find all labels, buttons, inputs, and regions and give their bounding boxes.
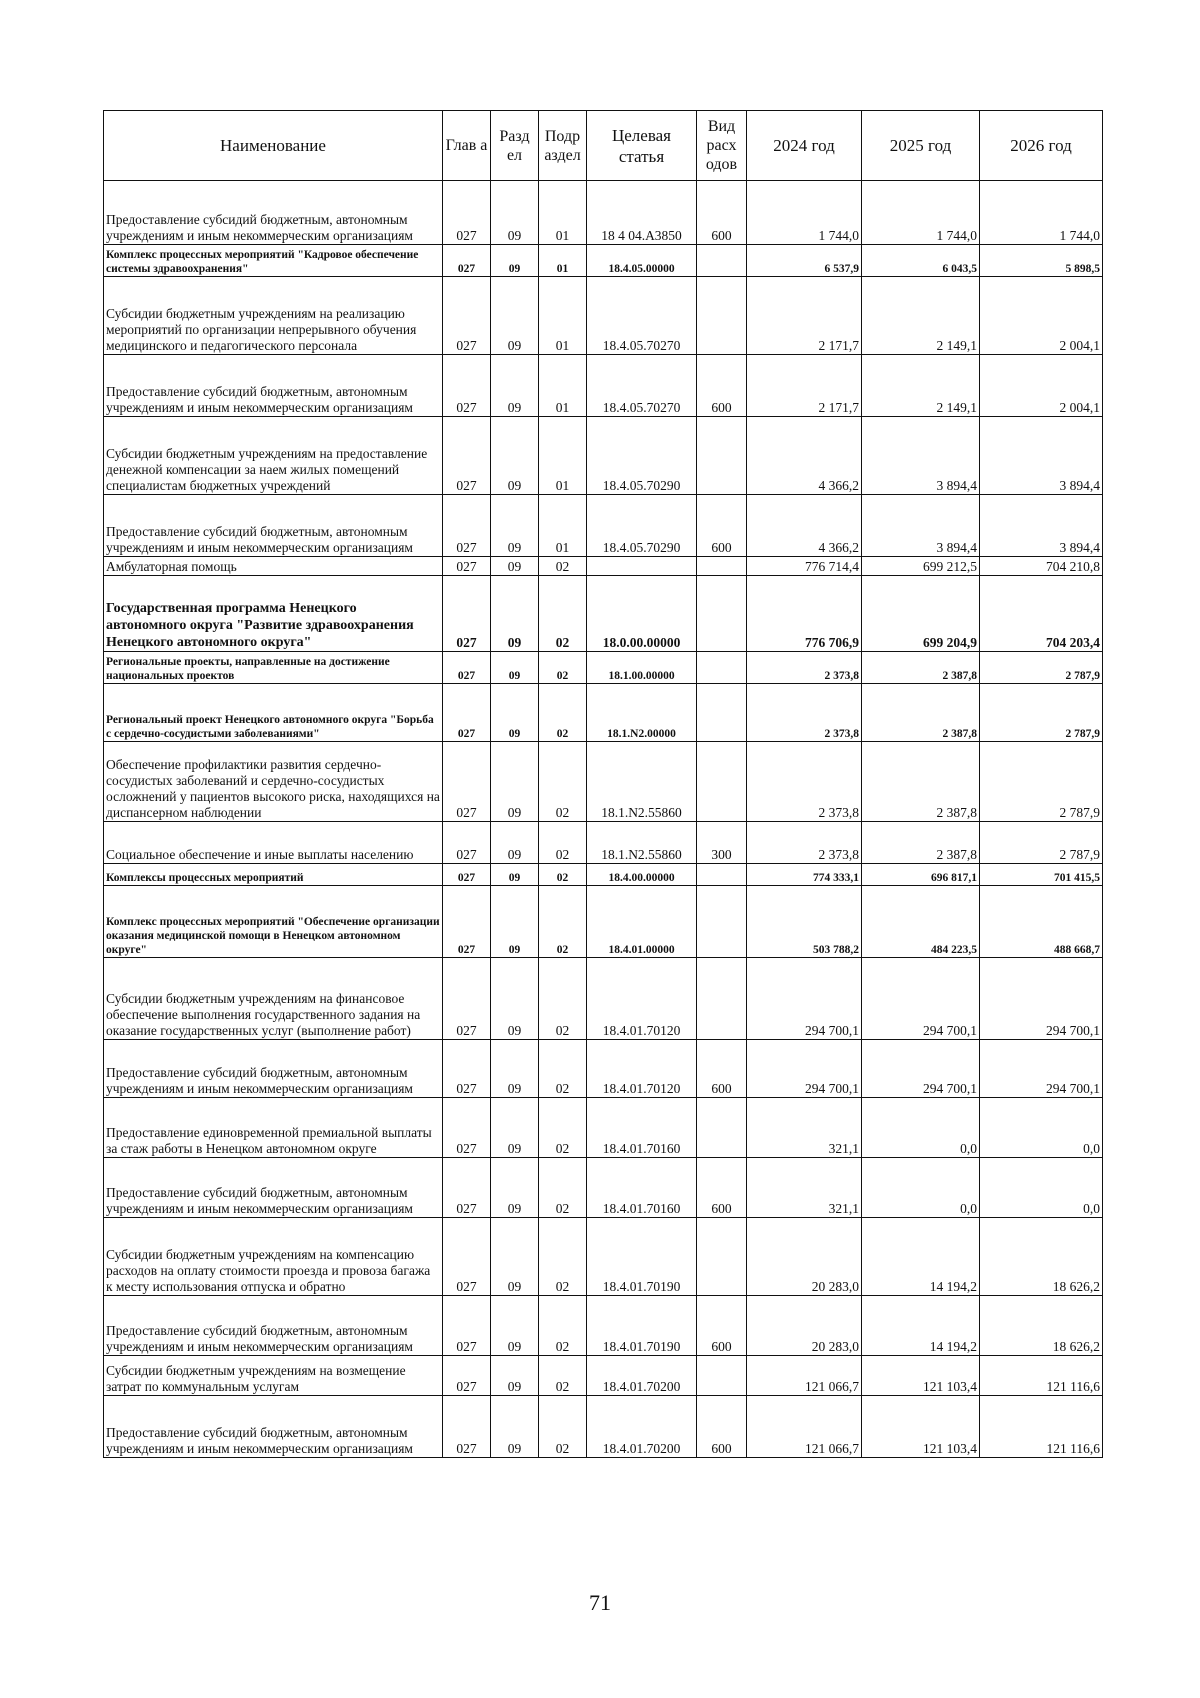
row-glava: 027 bbox=[443, 958, 491, 1040]
row-value-2025: 696 817,1 bbox=[862, 864, 980, 886]
row-podrazdel: 01 bbox=[539, 495, 587, 557]
row-razdel: 09 bbox=[491, 417, 539, 495]
header-2025: 2025 год bbox=[862, 111, 980, 181]
row-value-2024: 121 066,7 bbox=[747, 1356, 862, 1396]
row-razdel: 09 bbox=[491, 1218, 539, 1296]
row-vid bbox=[697, 742, 747, 822]
row-value-2024: 774 333,1 bbox=[747, 864, 862, 886]
header-vid: Вид расх одов bbox=[697, 111, 747, 181]
row-name: Предоставление субсидий бюджетным, автономным учреждениям и иным некоммерческим организациям bbox=[104, 1296, 443, 1356]
table-row bbox=[104, 958, 1103, 1040]
table-row bbox=[104, 1040, 1103, 1098]
row-glava: 027 bbox=[443, 864, 491, 886]
table-row bbox=[104, 886, 1103, 958]
row-glava: 027 bbox=[443, 181, 491, 245]
row-glava: 027 bbox=[443, 1098, 491, 1158]
table-row bbox=[104, 822, 1103, 864]
row-value-2026: 704 210,8 bbox=[980, 557, 1103, 576]
row-podrazdel: 02 bbox=[539, 1296, 587, 1356]
row-value-2024: 2 171,7 bbox=[747, 277, 862, 355]
row-value-2025: 2 387,8 bbox=[862, 684, 980, 742]
row-celevaya: 18 4 04.А3850 bbox=[587, 181, 697, 245]
row-podrazdel: 02 bbox=[539, 684, 587, 742]
row-razdel: 09 bbox=[491, 742, 539, 822]
row-vid: 600 bbox=[697, 355, 747, 417]
table-row bbox=[104, 684, 1103, 742]
row-vid bbox=[697, 958, 747, 1040]
row-vid bbox=[697, 652, 747, 684]
row-celevaya: 18.4.01.70190 bbox=[587, 1218, 697, 1296]
row-podrazdel: 02 bbox=[539, 742, 587, 822]
table-row bbox=[104, 1158, 1103, 1218]
row-podrazdel: 02 bbox=[539, 1396, 587, 1458]
row-celevaya bbox=[587, 557, 697, 576]
table-row bbox=[104, 864, 1103, 886]
table-row bbox=[104, 1356, 1103, 1396]
row-vid bbox=[697, 1356, 747, 1396]
row-glava: 027 bbox=[443, 277, 491, 355]
row-vid bbox=[697, 684, 747, 742]
row-value-2026: 3 894,4 bbox=[980, 495, 1103, 557]
row-value-2025: 294 700,1 bbox=[862, 958, 980, 1040]
row-value-2025: 121 103,4 bbox=[862, 1396, 980, 1458]
row-celevaya: 18.1.00.00000 bbox=[587, 652, 697, 684]
table-row bbox=[104, 417, 1103, 495]
row-podrazdel: 02 bbox=[539, 1356, 587, 1396]
row-value-2024: 776 706,9 bbox=[747, 576, 862, 652]
row-podrazdel: 02 bbox=[539, 864, 587, 886]
table-row bbox=[104, 1098, 1103, 1158]
row-value-2024: 2 373,8 bbox=[747, 742, 862, 822]
row-celevaya: 18.4.05.00000 bbox=[587, 245, 697, 277]
row-razdel: 09 bbox=[491, 576, 539, 652]
row-razdel: 09 bbox=[491, 1296, 539, 1356]
header-glava: Глав а bbox=[443, 111, 491, 181]
row-value-2026: 121 116,6 bbox=[980, 1396, 1103, 1458]
row-name: Субсидии бюджетным учреждениям на реализацию мероприятий по организации непрерывного обучения медицинского и педагогического персонала bbox=[104, 277, 443, 355]
row-podrazdel: 01 bbox=[539, 181, 587, 245]
header-name: Наименование bbox=[104, 111, 443, 181]
row-glava: 027 bbox=[443, 417, 491, 495]
row-value-2025: 294 700,1 bbox=[862, 1040, 980, 1098]
row-value-2025: 1 744,0 bbox=[862, 181, 980, 245]
table-row bbox=[104, 1296, 1103, 1356]
row-value-2026: 1 744,0 bbox=[980, 181, 1103, 245]
row-razdel: 09 bbox=[491, 886, 539, 958]
row-celevaya: 18.0.00.00000 bbox=[587, 576, 697, 652]
row-podrazdel: 02 bbox=[539, 886, 587, 958]
row-celevaya: 18.1.N2.55860 bbox=[587, 742, 697, 822]
row-value-2026: 2 787,9 bbox=[980, 742, 1103, 822]
row-value-2024: 121 066,7 bbox=[747, 1396, 862, 1458]
row-razdel: 09 bbox=[491, 958, 539, 1040]
row-value-2026: 704 203,4 bbox=[980, 576, 1103, 652]
row-name: Предоставление единовременной премиальной выплаты за стаж работы в Ненецком автономном округе bbox=[104, 1098, 443, 1158]
row-value-2025: 2 387,8 bbox=[862, 652, 980, 684]
row-value-2024: 294 700,1 bbox=[747, 1040, 862, 1098]
row-value-2026: 18 626,2 bbox=[980, 1218, 1103, 1296]
row-podrazdel: 02 bbox=[539, 1218, 587, 1296]
row-razdel: 09 bbox=[491, 495, 539, 557]
header-celevaya: Целевая статья bbox=[587, 111, 697, 181]
row-glava: 027 bbox=[443, 684, 491, 742]
row-name: Предоставление субсидий бюджетным, автономным учреждениям и иным некоммерческим организациям bbox=[104, 1158, 443, 1218]
header-2024: 2024 год bbox=[747, 111, 862, 181]
row-glava: 027 bbox=[443, 822, 491, 864]
table-row bbox=[104, 355, 1103, 417]
row-vid bbox=[697, 864, 747, 886]
row-value-2025: 3 894,4 bbox=[862, 495, 980, 557]
row-value-2025: 2 387,8 bbox=[862, 742, 980, 822]
row-name: Комплексы процессных мероприятий bbox=[104, 864, 443, 886]
row-glava: 027 bbox=[443, 1356, 491, 1396]
row-celevaya: 18.4.01.70160 bbox=[587, 1098, 697, 1158]
row-celevaya: 18.4.01.70160 bbox=[587, 1158, 697, 1218]
row-value-2025: 484 223,5 bbox=[862, 886, 980, 958]
row-name: Амбулаторная помощь bbox=[104, 557, 443, 576]
row-name: Комплекс процессных мероприятий "Кадровое обеспечение системы здравоохранения" bbox=[104, 245, 443, 277]
row-celevaya: 18.4.05.70290 bbox=[587, 495, 697, 557]
row-celevaya: 18.4.05.70290 bbox=[587, 417, 697, 495]
row-name: Обеспечение профилактики развития сердечно-сосудистых заболеваний и сердечно-сосудистых осложнений у пациентов высокого риска, находящихся на диспансерном наблюдении bbox=[104, 742, 443, 822]
row-vid: 600 bbox=[697, 181, 747, 245]
row-razdel: 09 bbox=[491, 355, 539, 417]
row-glava: 027 bbox=[443, 742, 491, 822]
row-glava: 027 bbox=[443, 1396, 491, 1458]
row-podrazdel: 02 bbox=[539, 1098, 587, 1158]
row-value-2024: 776 714,4 bbox=[747, 557, 862, 576]
header-2026: 2026 год bbox=[980, 111, 1103, 181]
row-value-2026: 2 004,1 bbox=[980, 355, 1103, 417]
table-row bbox=[104, 1218, 1103, 1296]
row-vid bbox=[697, 277, 747, 355]
row-celevaya: 18.4.01.70190 bbox=[587, 1296, 697, 1356]
table-row bbox=[104, 576, 1103, 652]
row-value-2026: 0,0 bbox=[980, 1098, 1103, 1158]
row-name: Предоставление субсидий бюджетным, автономным учреждениям и иным некоммерческим организациям bbox=[104, 355, 443, 417]
row-value-2024: 20 283,0 bbox=[747, 1218, 862, 1296]
row-name: Государственная программа Ненецкого автономного округа "Развитие здравоохранения Ненецкого автономного округа" bbox=[104, 576, 443, 652]
row-glava: 027 bbox=[443, 1040, 491, 1098]
row-vid bbox=[697, 1218, 747, 1296]
row-value-2024: 20 283,0 bbox=[747, 1296, 862, 1356]
row-vid: 600 bbox=[697, 1040, 747, 1098]
row-name: Предоставление субсидий бюджетным, автономным учреждениям и иным некоммерческим организациям bbox=[104, 1040, 443, 1098]
row-value-2026: 2 787,9 bbox=[980, 652, 1103, 684]
row-value-2026: 294 700,1 bbox=[980, 958, 1103, 1040]
row-value-2024: 294 700,1 bbox=[747, 958, 862, 1040]
row-vid: 600 bbox=[697, 1158, 747, 1218]
row-vid bbox=[697, 886, 747, 958]
row-name: Региональный проект Ненецкого автономного округа "Борьба с сердечно-сосудистыми заболеваниями" bbox=[104, 684, 443, 742]
row-razdel: 09 bbox=[491, 1040, 539, 1098]
row-glava: 027 bbox=[443, 355, 491, 417]
row-podrazdel: 01 bbox=[539, 245, 587, 277]
row-value-2025: 3 894,4 bbox=[862, 417, 980, 495]
budget-sheet bbox=[103, 110, 1102, 1458]
row-podrazdel: 02 bbox=[539, 822, 587, 864]
row-value-2025: 0,0 bbox=[862, 1158, 980, 1218]
row-podrazdel: 02 bbox=[539, 1158, 587, 1218]
row-razdel: 09 bbox=[491, 557, 539, 576]
row-value-2026: 121 116,6 bbox=[980, 1356, 1103, 1396]
row-celevaya: 18.4.01.70200 bbox=[587, 1396, 697, 1458]
table-row bbox=[104, 652, 1103, 684]
row-name: Предоставление субсидий бюджетным, автономным учреждениям и иным некоммерческим организациям bbox=[104, 1396, 443, 1458]
row-value-2024: 2 171,7 bbox=[747, 355, 862, 417]
row-value-2026: 294 700,1 bbox=[980, 1040, 1103, 1098]
header-podrazdel: Подр аздел bbox=[539, 111, 587, 181]
row-podrazdel: 02 bbox=[539, 1040, 587, 1098]
row-vid bbox=[697, 1098, 747, 1158]
row-value-2024: 321,1 bbox=[747, 1158, 862, 1218]
row-celevaya: 18.4.01.70120 bbox=[587, 1040, 697, 1098]
row-vid bbox=[697, 245, 747, 277]
row-celevaya: 18.4.05.70270 bbox=[587, 277, 697, 355]
row-value-2025: 2 149,1 bbox=[862, 277, 980, 355]
row-razdel: 09 bbox=[491, 1356, 539, 1396]
row-vid: 600 bbox=[697, 495, 747, 557]
row-name: Социальное обеспечение и иные выплаты населению bbox=[104, 822, 443, 864]
row-vid bbox=[697, 557, 747, 576]
row-value-2026: 2 004,1 bbox=[980, 277, 1103, 355]
row-value-2026: 2 787,9 bbox=[980, 684, 1103, 742]
row-vid: 600 bbox=[697, 1396, 747, 1458]
row-value-2025: 121 103,4 bbox=[862, 1356, 980, 1396]
page-number: 71 bbox=[589, 1590, 611, 1615]
row-value-2024: 6 537,9 bbox=[747, 245, 862, 277]
table-row bbox=[104, 277, 1103, 355]
table-body bbox=[104, 181, 1103, 1458]
row-value-2025: 14 194,2 bbox=[862, 1296, 980, 1356]
row-value-2025: 699 204,9 bbox=[862, 576, 980, 652]
budget-table bbox=[103, 110, 1103, 1458]
row-value-2025: 0,0 bbox=[862, 1098, 980, 1158]
row-value-2024: 4 366,2 bbox=[747, 417, 862, 495]
row-vid: 300 bbox=[697, 822, 747, 864]
row-celevaya: 18.1.N2.55860 bbox=[587, 822, 697, 864]
header-razdel: Разд ел bbox=[491, 111, 539, 181]
row-podrazdel: 02 bbox=[539, 576, 587, 652]
row-celevaya: 18.4.01.70200 bbox=[587, 1356, 697, 1396]
row-value-2026: 2 787,9 bbox=[980, 822, 1103, 864]
header-row bbox=[104, 111, 1103, 181]
row-name: Субсидии бюджетным учреждениям на компенсацию расходов на оплату стоимости проезда и провоза багажа к месту использования отпуска и обратно bbox=[104, 1218, 443, 1296]
table-row bbox=[104, 1396, 1103, 1458]
row-name: Комплекс процессных мероприятий "Обеспечение организации оказания медицинской помощи в Ненецком автономном округе" bbox=[104, 886, 443, 958]
row-name: Региональные проекты, направленные на достижение национальных проектов bbox=[104, 652, 443, 684]
row-podrazdel: 02 bbox=[539, 557, 587, 576]
table-row bbox=[104, 245, 1103, 277]
row-glava: 027 bbox=[443, 1296, 491, 1356]
row-celevaya: 18.4.01.00000 bbox=[587, 886, 697, 958]
row-value-2024: 1 744,0 bbox=[747, 181, 862, 245]
row-razdel: 09 bbox=[491, 822, 539, 864]
row-glava: 027 bbox=[443, 495, 491, 557]
row-podrazdel: 01 bbox=[539, 277, 587, 355]
row-name: Субсидии бюджетным учреждениям на возмещение затрат по коммунальным услугам bbox=[104, 1356, 443, 1396]
row-value-2024: 321,1 bbox=[747, 1098, 862, 1158]
row-glava: 027 bbox=[443, 1218, 491, 1296]
row-value-2025: 14 194,2 bbox=[862, 1218, 980, 1296]
row-glava: 027 bbox=[443, 886, 491, 958]
row-razdel: 09 bbox=[491, 1396, 539, 1458]
row-value-2024: 2 373,8 bbox=[747, 822, 862, 864]
row-glava: 027 bbox=[443, 557, 491, 576]
row-value-2025: 2 387,8 bbox=[862, 822, 980, 864]
row-value-2026: 3 894,4 bbox=[980, 417, 1103, 495]
row-celevaya: 18.4.01.70120 bbox=[587, 958, 697, 1040]
row-vid bbox=[697, 576, 747, 652]
row-value-2024: 4 366,2 bbox=[747, 495, 862, 557]
row-value-2024: 2 373,8 bbox=[747, 652, 862, 684]
row-vid: 600 bbox=[697, 1296, 747, 1356]
row-razdel: 09 bbox=[491, 181, 539, 245]
row-razdel: 09 bbox=[491, 245, 539, 277]
row-value-2024: 503 788,2 bbox=[747, 886, 862, 958]
row-razdel: 09 bbox=[491, 652, 539, 684]
row-celevaya: 18.1.N2.00000 bbox=[587, 684, 697, 742]
row-razdel: 09 bbox=[491, 277, 539, 355]
row-value-2026: 18 626,2 bbox=[980, 1296, 1103, 1356]
row-podrazdel: 01 bbox=[539, 355, 587, 417]
row-name: Субсидии бюджетным учреждениям на финансовое обеспечение выполнения государственного задания на оказание государственных услуг (выполнение работ) bbox=[104, 958, 443, 1040]
row-value-2025: 699 212,5 bbox=[862, 557, 980, 576]
row-glava: 027 bbox=[443, 1158, 491, 1218]
row-value-2025: 6 043,5 bbox=[862, 245, 980, 277]
row-value-2025: 2 149,1 bbox=[862, 355, 980, 417]
row-glava: 027 bbox=[443, 245, 491, 277]
table-row bbox=[104, 495, 1103, 557]
row-glava: 027 bbox=[443, 652, 491, 684]
row-value-2026: 5 898,5 bbox=[980, 245, 1103, 277]
row-name: Предоставление субсидий бюджетным, автономным учреждениям и иным некоммерческим организациям bbox=[104, 181, 443, 245]
row-name: Предоставление субсидий бюджетным, автономным учреждениям и иным некоммерческим организациям bbox=[104, 495, 443, 557]
row-value-2024: 2 373,8 bbox=[747, 684, 862, 742]
row-razdel: 09 bbox=[491, 684, 539, 742]
row-glava: 027 bbox=[443, 576, 491, 652]
row-vid bbox=[697, 417, 747, 495]
table-row bbox=[104, 742, 1103, 822]
table-row bbox=[104, 181, 1103, 245]
row-podrazdel: 02 bbox=[539, 652, 587, 684]
row-name: Субсидии бюджетным учреждениям на предоставление денежной компенсации за наем жилых помещений специалистам бюджетных учреждений bbox=[104, 417, 443, 495]
row-razdel: 09 bbox=[491, 1158, 539, 1218]
row-razdel: 09 bbox=[491, 1098, 539, 1158]
row-celevaya: 18.4.05.70270 bbox=[587, 355, 697, 417]
row-value-2026: 0,0 bbox=[980, 1158, 1103, 1218]
row-value-2026: 488 668,7 bbox=[980, 886, 1103, 958]
row-podrazdel: 01 bbox=[539, 417, 587, 495]
row-value-2026: 701 415,5 bbox=[980, 864, 1103, 886]
row-razdel: 09 bbox=[491, 864, 539, 886]
row-podrazdel: 02 bbox=[539, 958, 587, 1040]
table-row bbox=[104, 557, 1103, 576]
row-celevaya: 18.4.00.00000 bbox=[587, 864, 697, 886]
